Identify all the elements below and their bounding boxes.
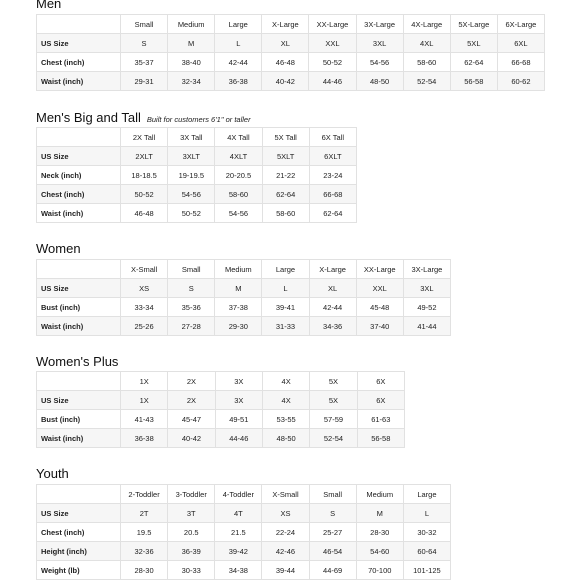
- size-header-cell: 5X Tall: [262, 128, 309, 147]
- size-header-cell: Medium: [356, 485, 403, 504]
- table-header-row: [37, 128, 357, 147]
- size-header-cell: 2-Toddler: [121, 485, 168, 504]
- size-value-cell: 34-36: [309, 317, 356, 336]
- size-value-cell: 46-48: [121, 204, 168, 223]
- size-header-cell: X-Small: [121, 260, 168, 279]
- size-header-cell: X-Small: [262, 485, 309, 504]
- size-value-cell: 58-60: [262, 204, 309, 223]
- size-value-cell: 101-125: [403, 561, 450, 580]
- size-value-cell: 4XLT: [215, 147, 262, 166]
- size-value-cell: 39-41: [262, 298, 309, 317]
- size-table-women: [36, 259, 451, 336]
- size-value-cell: 4T: [215, 504, 262, 523]
- size-value-cell: L: [215, 34, 262, 53]
- size-value-cell: 28-30: [356, 523, 403, 542]
- size-value-cell: 54-60: [356, 542, 403, 561]
- size-value-cell: 50-52: [121, 185, 168, 204]
- row-label-cell: US Size: [37, 147, 121, 166]
- size-value-cell: 1X: [121, 391, 168, 410]
- row-label-cell: US Size: [37, 391, 121, 410]
- size-header-cell: Large: [215, 15, 262, 34]
- size-value-cell: 27-28: [168, 317, 215, 336]
- table-row: [37, 317, 451, 336]
- size-header-cell: 2X: [168, 372, 215, 391]
- table-header-row: [37, 15, 545, 34]
- row-label-cell: US Size: [37, 279, 121, 298]
- size-value-cell: 18-18.5: [121, 166, 168, 185]
- size-value-cell: 5XL: [450, 34, 497, 53]
- size-value-cell: 56-58: [450, 72, 497, 91]
- size-value-cell: 58-60: [215, 185, 262, 204]
- size-value-cell: 19-19.5: [168, 166, 215, 185]
- size-value-cell: XS: [121, 279, 168, 298]
- size-value-cell: 20.5: [168, 523, 215, 542]
- size-value-cell: 40-42: [262, 72, 309, 91]
- size-value-cell: 23-24: [309, 166, 356, 185]
- table-row: [37, 504, 451, 523]
- section-title-text: Women: [36, 241, 81, 256]
- size-value-cell: 54-56: [168, 185, 215, 204]
- row-label-cell: Neck (inch): [37, 166, 121, 185]
- size-value-cell: 36-38: [121, 429, 168, 448]
- size-value-cell: 50-52: [168, 204, 215, 223]
- section-title-womens-plus: [36, 354, 118, 369]
- size-value-cell: 3X: [215, 391, 262, 410]
- size-value-cell: 34-38: [215, 561, 262, 580]
- section-note: Built for customers 6'1" or taller: [146, 115, 251, 124]
- size-value-cell: 29-31: [121, 72, 168, 91]
- size-value-cell: 46-48: [262, 53, 309, 72]
- size-value-cell: 54-56: [215, 204, 262, 223]
- size-header-cell: Medium: [168, 15, 215, 34]
- size-value-cell: 2XLT: [121, 147, 168, 166]
- size-value-cell: 46-54: [309, 542, 356, 561]
- size-value-cell: 57-59: [310, 410, 357, 429]
- size-value-cell: 35-36: [168, 298, 215, 317]
- size-value-cell: 66-68: [497, 53, 544, 72]
- size-header-cell: 6X Tall: [309, 128, 356, 147]
- size-value-cell: S: [168, 279, 215, 298]
- size-value-cell: 20-20.5: [215, 166, 262, 185]
- size-value-cell: 42-44: [309, 298, 356, 317]
- size-value-cell: 3XLT: [168, 147, 215, 166]
- table-header-row: [37, 260, 451, 279]
- size-value-cell: XXL: [309, 34, 356, 53]
- size-value-cell: 49-52: [403, 298, 450, 317]
- header-corner-cell: [37, 128, 121, 147]
- size-value-cell: 36-39: [168, 542, 215, 561]
- row-label-cell: Weight (lb): [37, 561, 121, 580]
- table-row: [37, 166, 357, 185]
- table-row: [37, 53, 545, 72]
- size-value-cell: 4X: [262, 391, 309, 410]
- size-value-cell: M: [215, 279, 262, 298]
- size-header-cell: X-Large: [262, 15, 309, 34]
- section-title-mens-big-and-tall: [36, 110, 251, 125]
- size-value-cell: 3T: [168, 504, 215, 523]
- size-value-cell: XL: [309, 279, 356, 298]
- section-title-women: [36, 241, 81, 256]
- size-value-cell: 39-42: [215, 542, 262, 561]
- size-value-cell: 45-47: [168, 410, 215, 429]
- size-value-cell: L: [403, 504, 450, 523]
- size-value-cell: 49-51: [215, 410, 262, 429]
- size-value-cell: 54-56: [356, 53, 403, 72]
- header-corner-cell: [37, 260, 121, 279]
- row-label-cell: Waist (inch): [37, 72, 121, 91]
- size-value-cell: 52-54: [403, 72, 450, 91]
- size-value-cell: 29-30: [215, 317, 262, 336]
- table-row: [37, 561, 451, 580]
- size-value-cell: 56-58: [357, 429, 404, 448]
- size-header-cell: Large: [403, 485, 450, 504]
- section-title-men: [36, 0, 61, 11]
- size-header-cell: 5X-Large: [450, 15, 497, 34]
- size-table-men: [36, 14, 545, 91]
- size-value-cell: 36-38: [215, 72, 262, 91]
- row-label-cell: Waist (inch): [37, 204, 121, 223]
- size-value-cell: 44-46: [309, 72, 356, 91]
- table-row: [37, 523, 451, 542]
- table-row: [37, 429, 405, 448]
- size-value-cell: 2T: [121, 504, 168, 523]
- size-value-cell: 40-42: [168, 429, 215, 448]
- size-header-cell: 4X Tall: [215, 128, 262, 147]
- size-value-cell: 6XL: [497, 34, 544, 53]
- table-row: [37, 147, 357, 166]
- row-label-cell: Bust (inch): [37, 298, 121, 317]
- table-row: [37, 410, 405, 429]
- table-row: [37, 72, 545, 91]
- size-value-cell: 32-36: [121, 542, 168, 561]
- section-title-youth: [36, 466, 69, 481]
- section-title-text: Women's Plus: [36, 354, 119, 369]
- size-value-cell: 42-44: [215, 53, 262, 72]
- size-value-cell: 37-40: [356, 317, 403, 336]
- size-value-cell: 44-46: [215, 429, 262, 448]
- size-value-cell: 28-30: [121, 561, 168, 580]
- size-table-womens-plus: [36, 371, 405, 448]
- row-label-cell: US Size: [37, 34, 121, 53]
- size-header-cell: 3X-Large: [403, 260, 450, 279]
- size-header-cell: Small: [121, 15, 168, 34]
- section-title-text: Youth: [36, 466, 69, 481]
- size-header-cell: 1X: [121, 372, 168, 391]
- size-value-cell: XS: [262, 504, 309, 523]
- size-header-cell: 3X: [215, 372, 262, 391]
- size-value-cell: 42-46: [262, 542, 309, 561]
- size-header-cell: 4X-Large: [403, 15, 450, 34]
- size-header-cell: Large: [262, 260, 309, 279]
- size-value-cell: 33-34: [121, 298, 168, 317]
- size-value-cell: 35-37: [121, 53, 168, 72]
- size-value-cell: S: [121, 34, 168, 53]
- size-value-cell: 3XL: [403, 279, 450, 298]
- size-header-cell: Small: [309, 485, 356, 504]
- size-header-cell: Medium: [215, 260, 262, 279]
- size-value-cell: L: [262, 279, 309, 298]
- table-row: [37, 279, 451, 298]
- size-value-cell: 58-60: [403, 53, 450, 72]
- size-value-cell: 66-68: [309, 185, 356, 204]
- row-label-cell: Chest (inch): [37, 523, 121, 542]
- size-value-cell: 50-52: [309, 53, 356, 72]
- table-row: [37, 542, 451, 561]
- size-header-cell: XX-Large: [309, 15, 356, 34]
- section-title-text: Men's Big and Tall: [36, 110, 141, 125]
- header-corner-cell: [37, 372, 121, 391]
- size-value-cell: 41-43: [121, 410, 168, 429]
- size-header-cell: Small: [168, 260, 215, 279]
- size-value-cell: 19.5: [121, 523, 168, 542]
- size-value-cell: 52-54: [310, 429, 357, 448]
- size-header-cell: 3-Toddler: [168, 485, 215, 504]
- size-value-cell: S: [309, 504, 356, 523]
- size-value-cell: M: [356, 504, 403, 523]
- size-value-cell: XL: [262, 34, 309, 53]
- size-value-cell: 44-69: [309, 561, 356, 580]
- table-row: [37, 298, 451, 317]
- size-value-cell: 60-62: [497, 72, 544, 91]
- size-value-cell: 21-22: [262, 166, 309, 185]
- size-value-cell: 4XL: [403, 34, 450, 53]
- row-label-cell: Waist (inch): [37, 317, 121, 336]
- row-label-cell: Chest (inch): [37, 185, 121, 204]
- size-value-cell: 22-24: [262, 523, 309, 542]
- table-row: [37, 391, 405, 410]
- size-value-cell: 62-64: [309, 204, 356, 223]
- size-value-cell: 62-64: [262, 185, 309, 204]
- size-value-cell: 38-40: [168, 53, 215, 72]
- size-value-cell: 60-64: [403, 542, 450, 561]
- size-header-cell: 2X Tall: [121, 128, 168, 147]
- size-value-cell: 31-33: [262, 317, 309, 336]
- size-value-cell: M: [168, 34, 215, 53]
- size-value-cell: 48-50: [262, 429, 309, 448]
- size-header-cell: X-Large: [309, 260, 356, 279]
- size-value-cell: 6X: [357, 391, 404, 410]
- size-value-cell: 48-50: [356, 72, 403, 91]
- size-value-cell: 70-100: [356, 561, 403, 580]
- size-value-cell: 21.5: [215, 523, 262, 542]
- size-header-cell: 3X-Large: [356, 15, 403, 34]
- row-label-cell: US Size: [37, 504, 121, 523]
- table-header-row: [37, 372, 405, 391]
- size-header-cell: 4-Toddler: [215, 485, 262, 504]
- size-value-cell: 37-38: [215, 298, 262, 317]
- row-label-cell: Height (inch): [37, 542, 121, 561]
- header-corner-cell: [37, 15, 121, 34]
- size-value-cell: 6XLT: [309, 147, 356, 166]
- table-header-row: [37, 485, 451, 504]
- size-header-cell: 5X: [310, 372, 357, 391]
- size-value-cell: 3XL: [356, 34, 403, 53]
- size-value-cell: 30-33: [168, 561, 215, 580]
- row-label-cell: Waist (inch): [37, 429, 121, 448]
- row-label-cell: Bust (inch): [37, 410, 121, 429]
- size-header-cell: 3X Tall: [168, 128, 215, 147]
- size-header-cell: 4X: [262, 372, 309, 391]
- size-value-cell: XXL: [356, 279, 403, 298]
- table-row: [37, 185, 357, 204]
- size-value-cell: 25-27: [309, 523, 356, 542]
- size-table-youth: [36, 484, 451, 580]
- header-corner-cell: [37, 485, 121, 504]
- size-value-cell: 2X: [168, 391, 215, 410]
- size-value-cell: 30-32: [403, 523, 450, 542]
- size-value-cell: 41-44: [403, 317, 450, 336]
- table-row: [37, 204, 357, 223]
- size-value-cell: 39-44: [262, 561, 309, 580]
- size-value-cell: 62-64: [450, 53, 497, 72]
- size-table-mens-big-and-tall: [36, 127, 357, 223]
- size-value-cell: 53-55: [262, 410, 309, 429]
- size-value-cell: 5XLT: [262, 147, 309, 166]
- size-header-cell: 6X-Large: [497, 15, 544, 34]
- size-value-cell: 32-34: [168, 72, 215, 91]
- size-header-cell: 6X: [357, 372, 404, 391]
- size-value-cell: 45-48: [356, 298, 403, 317]
- section-title-text: Men: [36, 0, 62, 11]
- size-header-cell: XX-Large: [356, 260, 403, 279]
- size-value-cell: 5X: [310, 391, 357, 410]
- table-row: [37, 34, 545, 53]
- size-value-cell: 61-63: [357, 410, 404, 429]
- size-value-cell: 25-26: [121, 317, 168, 336]
- row-label-cell: Chest (inch): [37, 53, 121, 72]
